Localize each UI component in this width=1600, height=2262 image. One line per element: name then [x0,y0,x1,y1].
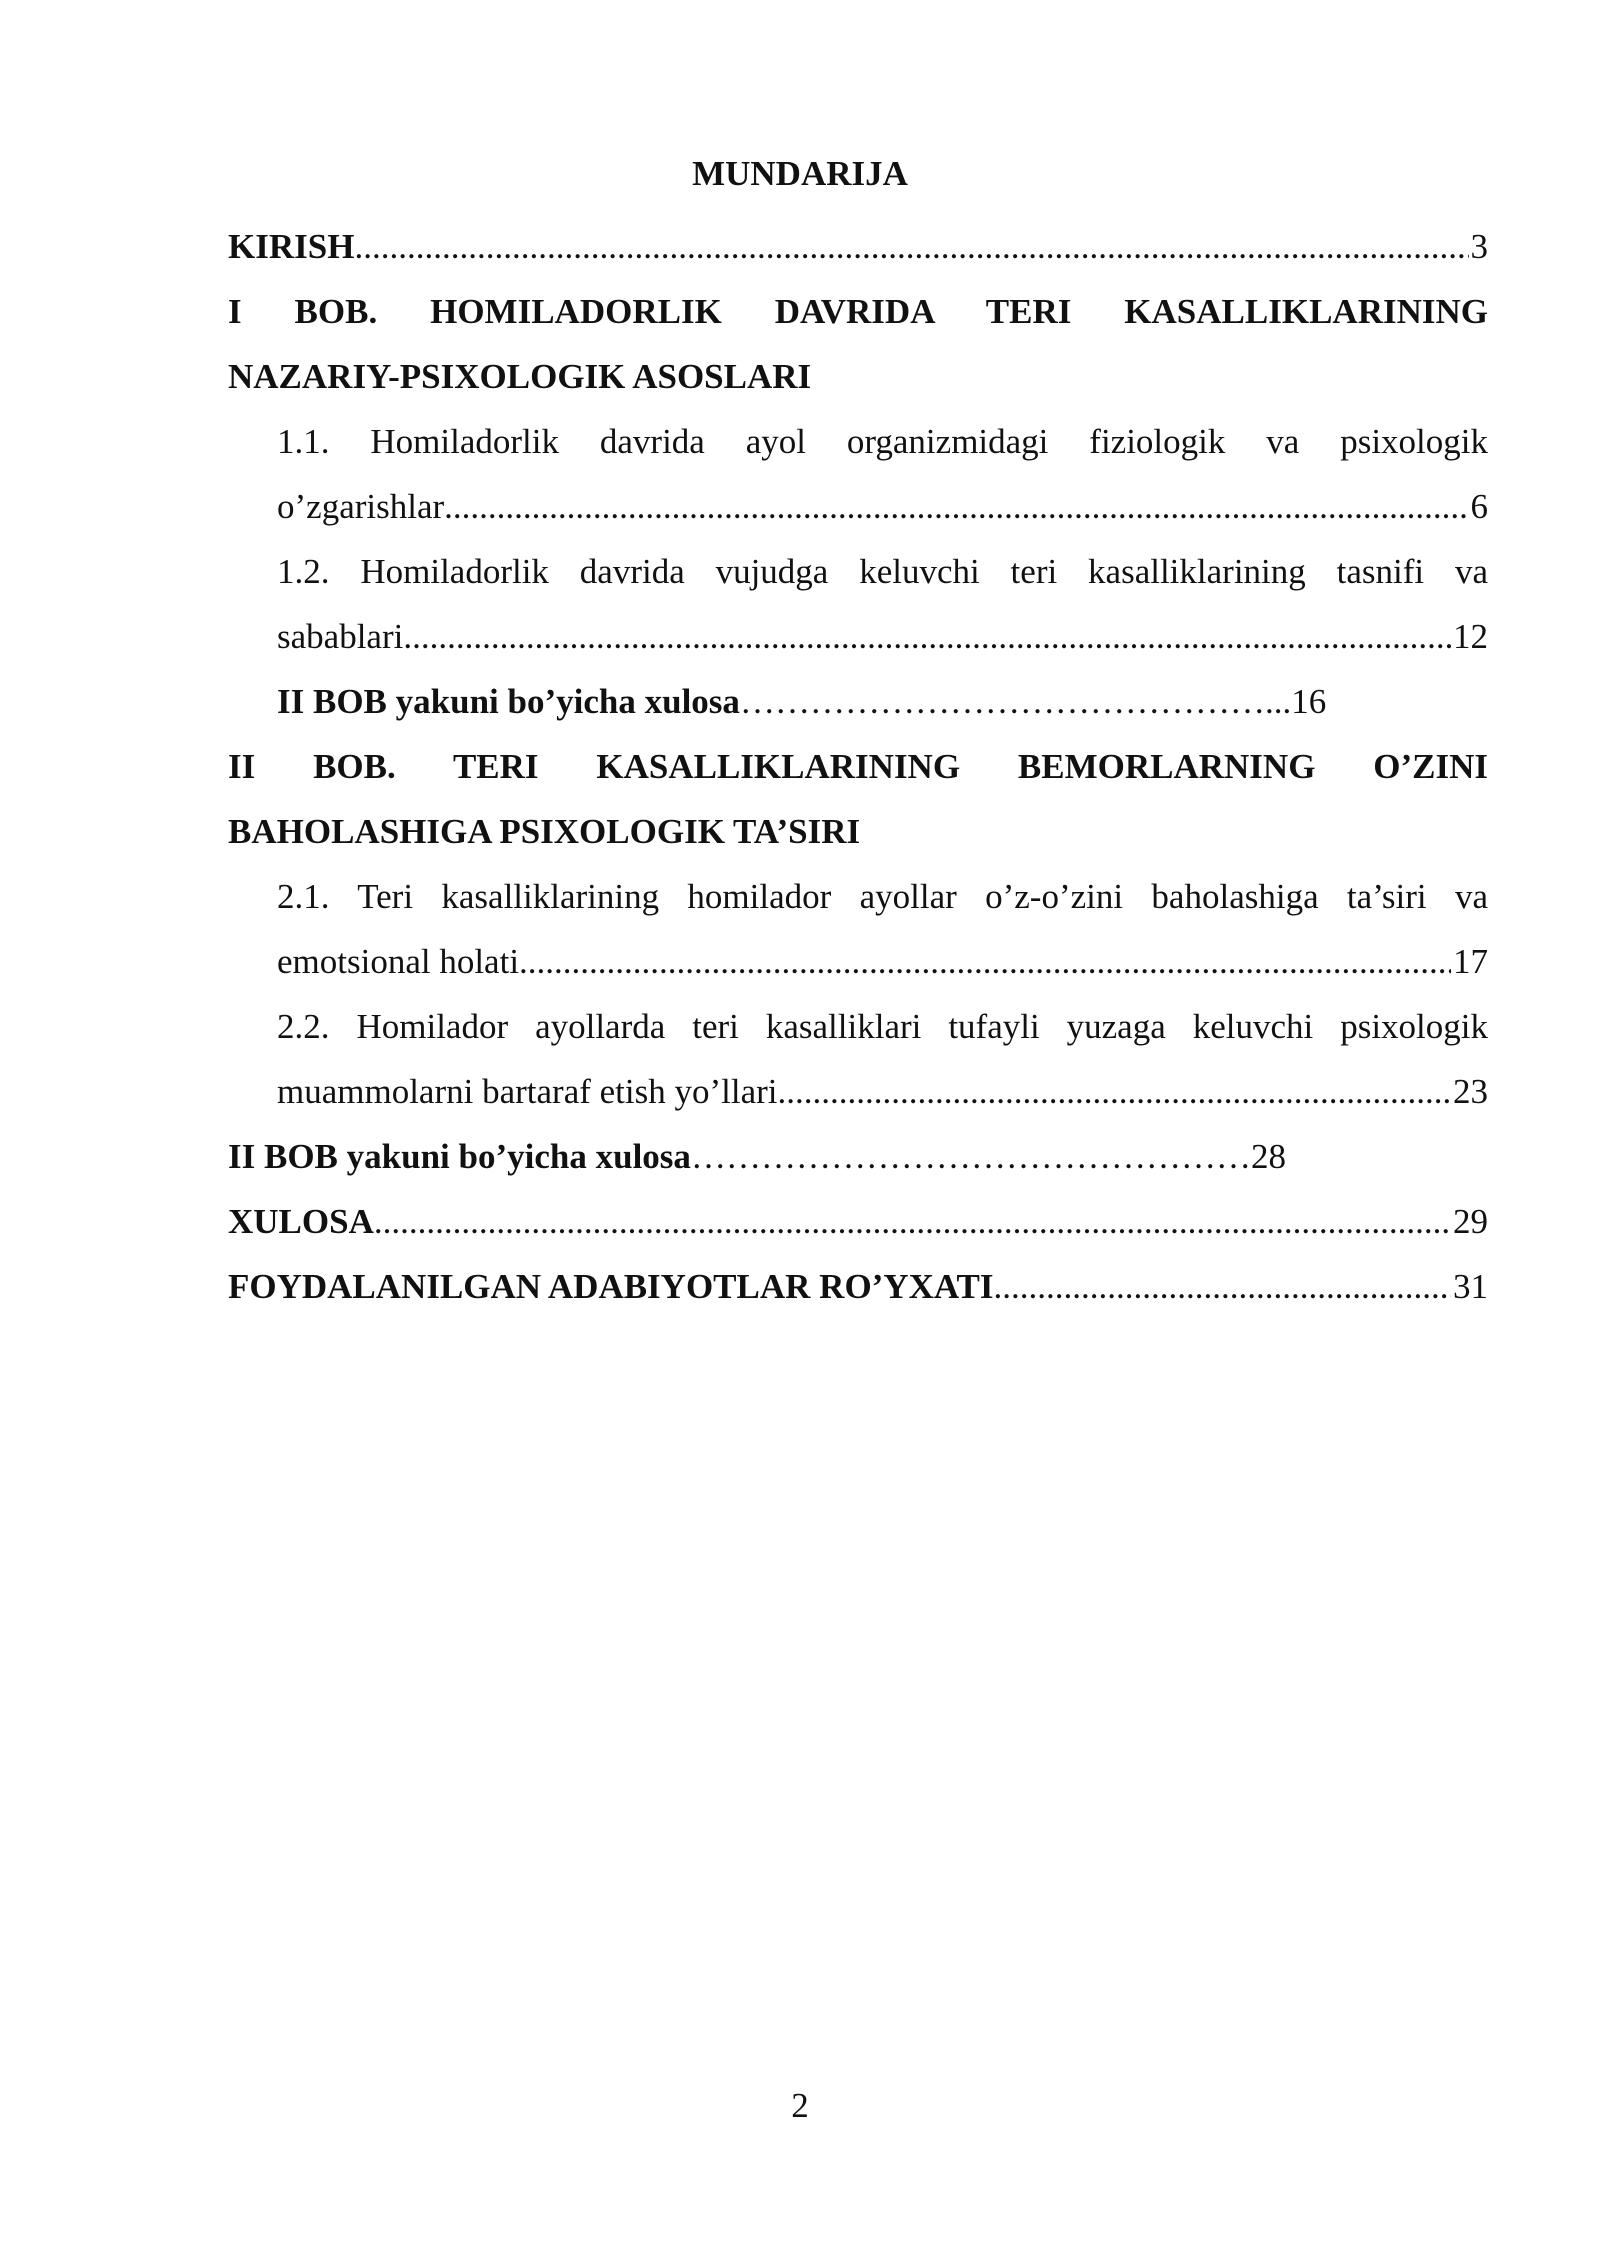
toc-entry-label: II BOB yakuni bo’yicha xulosa [277,682,740,721]
toc-dot-leader [374,1189,1451,1254]
toc-page-number: 29 [1453,1202,1488,1241]
toc-section-2-1-line1[interactable]: 2.1. Teri kasalliklarining homilador ayollar o’z-o’zini baholashiga ta’siri va [277,877,1488,916]
toc-entry-label: o’zgarishlar [277,487,445,526]
toc-page-number: 12 [1453,617,1488,656]
toc-entry-label: sabablari [277,617,404,656]
table-of-contents [228,214,1488,1319]
toc-page-number: 6 [1470,487,1488,526]
toc-section-2-2-line1[interactable]: 2.2. Homilador ayollarda teri kasalliklari tufayli yuzaga keluvchi psixologik [277,1007,1488,1046]
toc-ellipsis-leader: ………………………………………... [739,682,1292,721]
toc-entry-label: FOYDALANILGAN ADABIYOTLAR RO’YXATI [228,1267,994,1306]
toc-page-number: 16 [1291,682,1327,721]
toc-entry-xulosa[interactable] [228,1189,1488,1254]
toc-chapter-1-conclusion[interactable] [228,669,1488,734]
toc-entry-label: II BOB yakuni bo’yicha xulosa [228,1137,691,1176]
toc-page-number: 31 [1453,1267,1488,1306]
page-title: MUNDARIJA [692,154,908,193]
toc-ellipsis-leader: ………………………………………… [690,1137,1251,1176]
toc-entry-label: emotsional holati [277,942,520,981]
toc-entry-label: KIRISH [228,227,355,266]
toc-entry-label: XULOSA [228,1202,374,1241]
toc-page-number: 28 [1250,1137,1286,1176]
toc-page-number: 23 [1453,1072,1488,1111]
toc-dot-leader [403,604,1451,669]
toc-chapter-2-conclusion[interactable] [228,1124,1488,1189]
toc-chapter-1-heading-line2[interactable]: NAZARIY-PSIXOLOGIK ASOSLARI [228,357,812,396]
toc-entry-kirish[interactable] [228,214,1488,279]
toc-section-2-2-line2[interactable] [228,1059,1488,1124]
toc-dot-leader [519,929,1451,994]
toc-chapter-2-heading-line2[interactable]: BAHOLASHIGA PSIXOLOGIK TA’SIRI [228,812,861,851]
toc-page-number: 3 [1470,227,1488,266]
toc-section-1-1-line2[interactable] [228,474,1488,539]
toc-section-1-2-line2[interactable] [228,604,1488,669]
toc-dot-leader [354,214,1468,279]
toc-chapter-2-heading-line1[interactable]: II BOB. TERI KASALLIKLARINING BEMORLARNING O’ZINI [228,747,1488,786]
toc-dot-leader [994,1254,1451,1319]
toc-section-1-2-line1[interactable]: 1.2. Homiladorlik davrida vujudga keluvchi teri kasalliklarining tasnifi va [277,552,1488,591]
toc-dot-leader [778,1059,1451,1124]
toc-section-2-1-line2[interactable] [228,929,1488,994]
toc-entry-references[interactable] [228,1254,1488,1319]
toc-page-number: 17 [1453,942,1488,981]
page-number: 2 [791,2086,809,2125]
toc-entry-label: muammolarni bartaraf etish yo’llari [277,1072,778,1111]
toc-dot-leader [444,474,1468,539]
toc-chapter-1-heading-line1[interactable]: I BOB. HOMILADORLIK DAVRIDA TERI KASALLIKLARINING [228,292,1488,331]
toc-section-1-1-line1[interactable]: 1.1. Homiladorlik davrida ayol organizmidagi fiziologik va psixologik [277,422,1488,461]
